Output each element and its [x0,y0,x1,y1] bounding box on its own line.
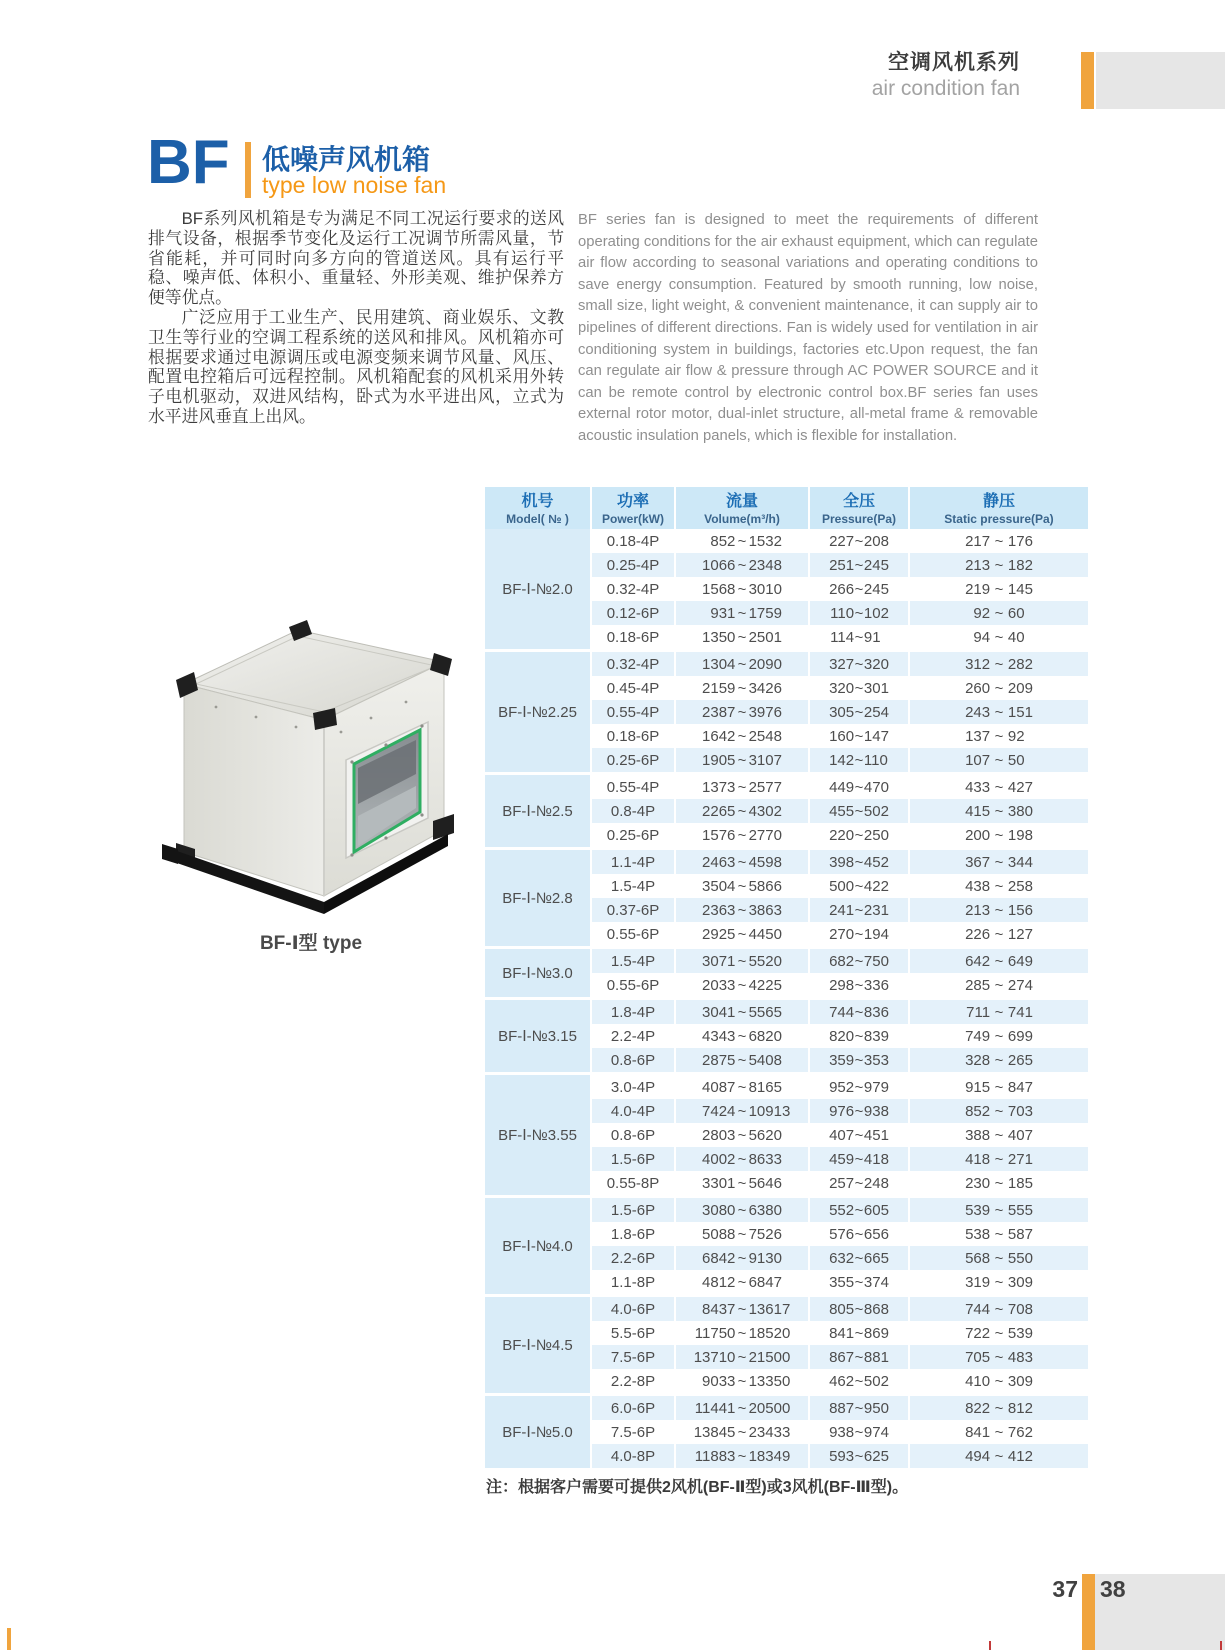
spec-cell: 1304 ~ 2090 [675,652,809,676]
spec-cell: 2803 ~ 5620 [675,1123,809,1147]
column-header: 流量 Volume(m³/h) [675,487,809,529]
model-cell: BF-Ⅰ-№2.5 [485,775,591,847]
spec-cell: 142~110 [809,748,909,772]
column-header: 静压 Static pressure(Pa) [909,487,1088,529]
spec-cell: 4087 ~ 8165 [675,1075,809,1099]
spec-cell: 1.8-6P [591,1222,675,1246]
spec-row [485,1396,1088,1420]
spec-cell: 3080 ~ 6380 [675,1198,809,1222]
spec-cell: 1.5-4P [591,874,675,898]
spec-cell: 0.55-6P [591,922,675,946]
spec-table-wrap [485,487,1088,1468]
intro-zh-p2: 广泛应用于工业生产、民用建筑、商业娱乐、文教卫生等行业的空调工程系统的送风和排风。风机箱亦可根据要求通过电源调压或电源变频来调节风量、风压、配置电控箱后可远程控制。风机箱配套的风机采用外转子电机驱动，双进风结构，卧式为水平进出风，立式为水平进风垂直上出风。 [148,307,564,426]
spec-cell: 2925 ~ 4450 [675,922,809,946]
spec-cell: 1.5-6P [591,1198,675,1222]
spec-cell: 642 ~ 649 [909,949,1088,973]
spec-cell: 1576 ~ 2770 [675,823,809,847]
spec-cell: 4.0-8P [591,1444,675,1468]
spec-cell: 632~665 [809,1246,909,1270]
spec-cell: 220~250 [809,823,909,847]
spec-cell: 2875 ~ 5408 [675,1048,809,1072]
intro-paragraph-en: BF series fan is designed to meet the requirements of different operating conditions for the air exhaust equipment, which can regulate air flow according to seasonal variations and operating conditions to save energy consumption. Featured by smooth running, low noise, small size, light weight, & convenient maintenance, it can supply air to pipelines of different directions. Fan is widely used for ventilation in air conditioning system in buildings, factories etc.Upon request, the fan can regulate air flow & pressure through AC POWER SOURCE and it can be remote control by electronic control box.BF series fan uses external rotor motor, dual-inlet structure, all-metal frame & removable acoustic insulation panels, which is flexible for installation. [578,212,1038,444]
product-name-en: type low noise fan [262,172,447,198]
spec-cell: 462~502 [809,1369,909,1393]
spec-cell: 455~502 [809,799,909,823]
spec-cell: 1.8-4P [591,1000,675,1024]
spec-cell: 7.5-6P [591,1420,675,1444]
spec-cell: 2363 ~ 3863 [675,898,809,922]
model-group [485,1075,1088,1198]
model-group [485,949,1088,1000]
model-group [485,1396,1088,1468]
spec-cell: 7424 ~ 10913 [675,1099,809,1123]
spec-cell: 952~979 [809,1075,909,1099]
model-group [485,850,1088,949]
spec-cell: 887~950 [809,1396,909,1420]
spec-cell: 0.32-4P [591,652,675,676]
spec-cell: 1642 ~ 2548 [675,724,809,748]
spec-row [485,1297,1088,1321]
spec-row [485,850,1088,874]
spec-cell: 266~245 [809,577,909,601]
product-photo [156,612,466,914]
series-title-zh: 空调风机系列 [888,51,1020,74]
spec-cell: 1.1-4P [591,850,675,874]
spec-cell: 312 ~ 282 [909,652,1088,676]
spec-cell: 219 ~ 145 [909,577,1088,601]
model-group [485,529,1088,652]
model-cell: BF-Ⅰ-№4.5 [485,1297,591,1393]
model-group [485,775,1088,850]
spec-cell: 367 ~ 344 [909,850,1088,874]
spec-cell: 0.55-4P [591,700,675,724]
spec-cell: 285 ~ 274 [909,973,1088,997]
spec-cell: 13710 ~ 21500 [675,1345,809,1369]
spec-cell: 8437 ~ 13617 [675,1297,809,1321]
spec-cell: 2159 ~ 3426 [675,676,809,700]
spec-cell: 388 ~ 407 [909,1123,1088,1147]
spec-cell: 3504 ~ 5866 [675,874,809,898]
spec-cell: 243 ~ 151 [909,700,1088,724]
spec-cell: 4002 ~ 8633 [675,1147,809,1171]
spec-cell: 11441 ~ 20500 [675,1396,809,1420]
model-group [485,1198,1088,1297]
spec-cell: 1373 ~ 2577 [675,775,809,799]
spec-cell: 931 ~ 1759 [675,601,809,625]
spec-cell: 107 ~ 50 [909,748,1088,772]
spec-cell: 230 ~ 185 [909,1171,1088,1195]
spec-cell: 3071 ~ 5520 [675,949,809,973]
spec-cell: 744 ~ 708 [909,1297,1088,1321]
model-cell: BF-Ⅰ-№3.15 [485,1000,591,1072]
series-title-en: air condition fan [871,77,1020,100]
spec-cell: 114~91 [809,625,909,649]
spec-cell: 110~102 [809,601,909,625]
spec-cell: 0.25-6P [591,823,675,847]
spec-cell: 415 ~ 380 [909,799,1088,823]
header-gray-block [1096,52,1225,109]
spec-cell: 3041 ~ 5565 [675,1000,809,1024]
spec-cell: 217 ~ 176 [909,529,1088,553]
spec-cell: 241~231 [809,898,909,922]
spec-cell: 539 ~ 555 [909,1198,1088,1222]
spec-cell: 226 ~ 127 [909,922,1088,946]
spec-cell: 722 ~ 539 [909,1321,1088,1345]
spec-cell: 494 ~ 412 [909,1444,1088,1468]
spec-cell: 852 ~ 1532 [675,529,809,553]
spec-cell: 319 ~ 309 [909,1270,1088,1294]
spec-cell: 0.8-6P [591,1048,675,1072]
model-cell: BF-Ⅰ-№4.0 [485,1198,591,1294]
spec-cell: 410 ~ 309 [909,1369,1088,1393]
spec-cell: 270~194 [809,922,909,946]
spec-cell: 2463 ~ 4598 [675,850,809,874]
table-note: 注：根据客户需要可提供2风机(BF-Ⅱ型)或3风机(BF-Ⅲ型)。 [486,1479,909,1496]
spec-cell: 327~320 [809,652,909,676]
spec-cell: 160~147 [809,724,909,748]
spec-cell: 820~839 [809,1024,909,1048]
spec-cell: 2033 ~ 4225 [675,973,809,997]
spec-row [485,1198,1088,1222]
spec-cell: 200 ~ 198 [909,823,1088,847]
spec-cell: 711 ~ 741 [909,1000,1088,1024]
model-cell: BF-Ⅰ-№3.0 [485,949,591,997]
spec-cell: 305~254 [809,700,909,724]
spec-cell: 2387 ~ 3976 [675,700,809,724]
spec-cell: 1.1-8P [591,1270,675,1294]
model-cell: BF-Ⅰ-№2.0 [485,529,591,649]
spec-cell: 744~836 [809,1000,909,1024]
spec-cell: 298~336 [809,973,909,997]
spec-cell: 1.5-4P [591,949,675,973]
spec-cell: 4.0-4P [591,1099,675,1123]
spec-cell: 418 ~ 271 [909,1147,1088,1171]
spec-cell: 1568 ~ 3010 [675,577,809,601]
model-group [485,1000,1088,1075]
column-header: 功率 Power(kW) [591,487,675,529]
product-code: BF [147,128,230,197]
title-divider [245,142,251,198]
spec-cell: 0.55-4P [591,775,675,799]
crop-mark-red [1220,1641,1222,1650]
spec-cell: 749 ~ 699 [909,1024,1088,1048]
spec-cell: 0.18-6P [591,724,675,748]
spec-cell: 320~301 [809,676,909,700]
spec-cell: 938~974 [809,1420,909,1444]
spec-row [485,529,1088,553]
spec-cell: 137 ~ 92 [909,724,1088,748]
spec-cell: 852 ~ 703 [909,1099,1088,1123]
spec-cell: 576~656 [809,1222,909,1246]
spec-cell: 213 ~ 156 [909,898,1088,922]
spec-cell: 1.5-6P [591,1147,675,1171]
spec-table [485,487,1088,1468]
spec-cell: 438 ~ 258 [909,874,1088,898]
page-number-right: 38 [1100,1576,1126,1602]
spec-cell: 915 ~ 847 [909,1075,1088,1099]
product-figure [150,612,472,955]
column-header: 全压 Pressure(Pa) [809,487,909,529]
spec-cell: 538 ~ 587 [909,1222,1088,1246]
spec-cell: 705 ~ 483 [909,1345,1088,1369]
spec-cell: 2.2-4P [591,1024,675,1048]
spec-cell: 407~451 [809,1123,909,1147]
spec-cell: 7.5-6P [591,1345,675,1369]
spec-cell: 682~750 [809,949,909,973]
spec-row [485,775,1088,799]
crop-mark-red [989,1641,991,1650]
spec-cell: 2.2-6P [591,1246,675,1270]
column-header: 机号 Model( № ) [485,487,591,529]
spec-cell: 433 ~ 427 [909,775,1088,799]
spec-cell: 6.0-6P [591,1396,675,1420]
spec-cell: 500~422 [809,874,909,898]
spec-cell: 227~208 [809,529,909,553]
spec-cell: 0.8-6P [591,1123,675,1147]
spec-cell: 841~869 [809,1321,909,1345]
model-cell: BF-Ⅰ-№2.8 [485,850,591,946]
spec-cell: 4812 ~ 6847 [675,1270,809,1294]
crop-mark-orange [7,1628,11,1650]
spec-cell: 0.18-4P [591,529,675,553]
spec-cell: 449~470 [809,775,909,799]
footer-orange-bar [1082,1574,1095,1650]
spec-row [485,1000,1088,1024]
spec-cell: 5.5-6P [591,1321,675,1345]
spec-cell: 0.25-6P [591,748,675,772]
spec-cell: 1066 ~ 2348 [675,553,809,577]
spec-row [485,1075,1088,1099]
spec-cell: 0.37-6P [591,898,675,922]
spec-cell: 92 ~ 60 [909,601,1088,625]
spec-cell: 257~248 [809,1171,909,1195]
product-name-zh: 低噪声风机箱 [262,144,431,175]
spec-cell: 213 ~ 182 [909,553,1088,577]
spec-cell: 1905 ~ 3107 [675,748,809,772]
model-group [485,652,1088,775]
model-cell: BF-Ⅰ-№2.25 [485,652,591,772]
spec-cell: 0.12-6P [591,601,675,625]
spec-cell: 841 ~ 762 [909,1420,1088,1444]
spec-cell: 251~245 [809,553,909,577]
spec-cell: 0.8-4P [591,799,675,823]
spec-cell: 94 ~ 40 [909,625,1088,649]
spec-cell: 0.45-4P [591,676,675,700]
spec-cell: 568 ~ 550 [909,1246,1088,1270]
spec-cell: 822 ~ 812 [909,1396,1088,1420]
header-orange-bar [1081,52,1094,109]
intro-zh-p1: BF系列风机箱是专为满足不同工况运行要求的送风排气设备，根据季节变化及运行工况调节所需风量，节省能耗，并可同时向多方向的管道送风。具有运行平稳、噪声低、体积小、重量轻、外形美观、维护保养方便等优点。 [148,209,564,308]
intro-paragraphs-zh [148,209,564,427]
spec-cell: 2265 ~ 4302 [675,799,809,823]
spec-cell: 5088 ~ 7526 [675,1222,809,1246]
model-cell: BF-Ⅰ-№5.0 [485,1396,591,1468]
spec-cell: 0.25-4P [591,553,675,577]
spec-cell: 0.55-8P [591,1171,675,1195]
spec-cell: 1350 ~ 2501 [675,625,809,649]
spec-cell: 2.2-8P [591,1369,675,1393]
spec-cell: 4.0-6P [591,1297,675,1321]
spec-cell: 459~418 [809,1147,909,1171]
spec-cell: 328 ~ 265 [909,1048,1088,1072]
spec-cell: 355~374 [809,1270,909,1294]
spec-cell: 0.55-6P [591,973,675,997]
spec-cell: 3.0-4P [591,1075,675,1099]
spec-cell: 0.32-4P [591,577,675,601]
spec-cell: 552~605 [809,1198,909,1222]
figure-caption: BF-Ⅰ型 type [259,933,363,954]
spec-cell: 593~625 [809,1444,909,1468]
spec-cell: 867~881 [809,1345,909,1369]
spec-cell: 359~353 [809,1048,909,1072]
spec-cell: 13845 ~ 23433 [675,1420,809,1444]
spec-cell: 6842 ~ 9130 [675,1246,809,1270]
header-row [485,487,1088,529]
spec-cell: 976~938 [809,1099,909,1123]
spec-cell: 9033 ~ 13350 [675,1369,809,1393]
page-number-left: 37 [1052,1576,1078,1602]
model-cell: BF-Ⅰ-№3.55 [485,1075,591,1195]
spec-cell: 0.18-6P [591,625,675,649]
spec-row [485,949,1088,973]
spec-cell: 398~452 [809,850,909,874]
spec-cell: 4343 ~ 6820 [675,1024,809,1048]
spec-cell: 260 ~ 209 [909,676,1088,700]
spec-cell: 11883 ~ 18349 [675,1444,809,1468]
model-group [485,1297,1088,1396]
spec-row [485,652,1088,676]
spec-cell: 805~868 [809,1297,909,1321]
spec-cell: 3301 ~ 5646 [675,1171,809,1195]
spec-cell: 11750 ~ 18520 [675,1321,809,1345]
